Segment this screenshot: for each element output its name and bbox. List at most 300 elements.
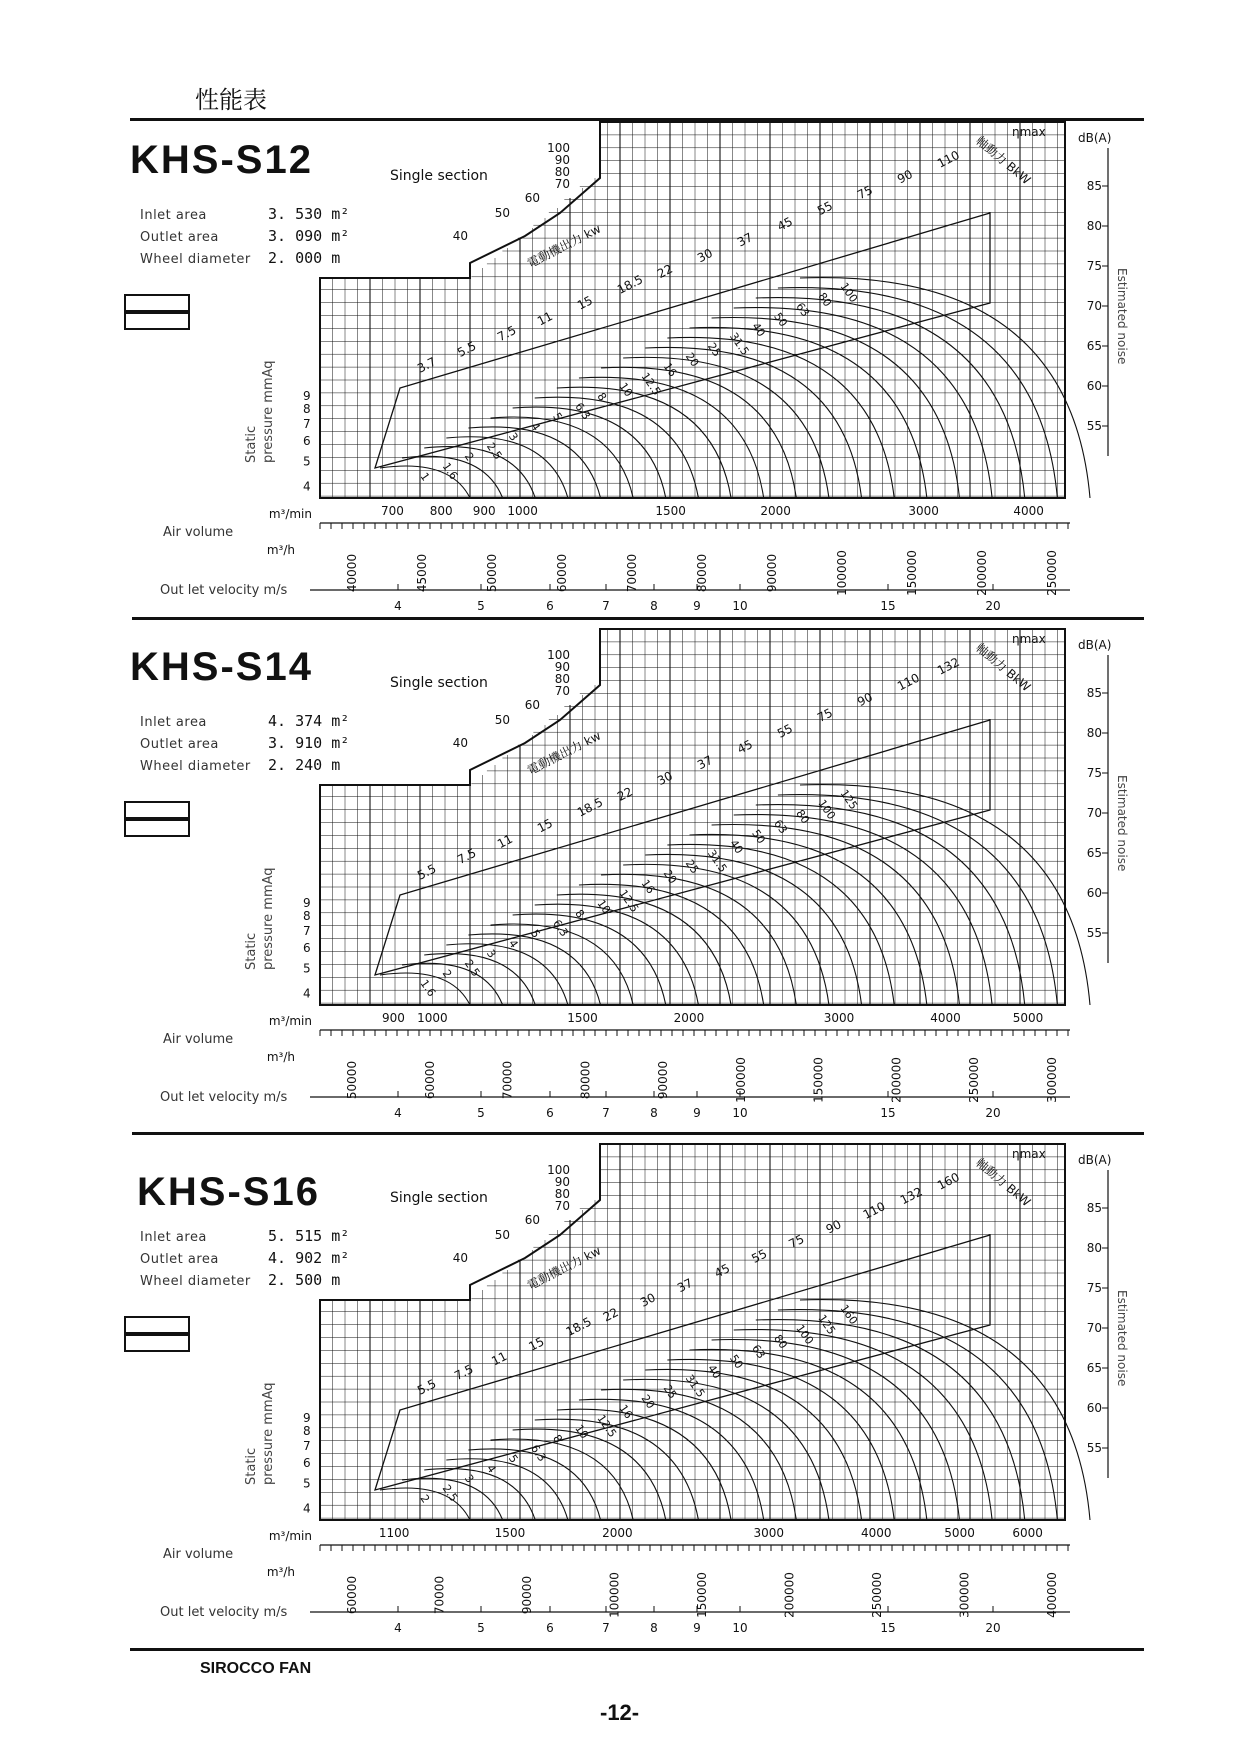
velocity-tick-label: 10: [732, 1621, 748, 1635]
velocity-tick-label: 10: [732, 599, 748, 613]
db-tick-label: 60: [1086, 886, 1102, 900]
db-tick-label: 65: [1086, 846, 1102, 860]
shaft-kw-label: 2.5: [439, 1482, 461, 1505]
y-axis-label-static: Static: [244, 425, 259, 463]
chart-grid: [320, 122, 1065, 498]
shaft-kw-title: 軸動力 BkW: [973, 640, 1034, 695]
m3h-tick-label: 70000: [500, 1060, 515, 1100]
motor-kw-tick: 18.5: [615, 272, 646, 297]
x-tick-label: 6000: [1012, 1526, 1043, 1540]
wheel-diameter-value: 2. 000 m: [268, 249, 341, 267]
y-tick-label: 40: [452, 229, 468, 243]
outlet-area-value: 3. 090 m²: [268, 227, 350, 245]
x-tick-label: 900: [381, 1011, 405, 1025]
db-tick-label: 70: [1086, 806, 1102, 820]
bottom-rule: [130, 1648, 1144, 1651]
shaft-kw-label: 100: [793, 1322, 817, 1347]
single-section-label: Single section: [390, 1190, 488, 1206]
shaft-kw-label: 40: [749, 320, 768, 340]
shaft-kw-label: 125: [837, 787, 861, 812]
shaft-kw-label: 4: [528, 420, 543, 434]
m3h-tick-label: 250000: [1045, 550, 1059, 596]
m3h-tick-label: 90000: [765, 553, 779, 593]
shaft-kw-label: 2: [417, 1492, 433, 1506]
motor-kw-tick: 7.5: [455, 845, 479, 867]
x-tick-label: 5000: [1012, 1011, 1044, 1025]
m3h-tick-label: 90000: [656, 1060, 671, 1100]
inlet-area-label: Inlet area: [140, 715, 207, 730]
shaft-kw-label: 8: [572, 907, 587, 921]
velocity-tick-label: 7: [602, 1621, 610, 1635]
m3h-tick-label: 200000: [889, 1057, 904, 1103]
velocity-tick-label: 4: [394, 1621, 402, 1635]
shaft-kw-label: 31.5: [727, 330, 752, 358]
y-tick-label: 40: [452, 1251, 468, 1265]
shaft-kw-label: 2.5: [461, 957, 483, 980]
x-tick-label: 1000: [507, 504, 538, 518]
x-tick-label: 800: [429, 504, 453, 518]
model-title: KHS-S16: [137, 1170, 320, 1214]
db-tick-label: 55: [1086, 419, 1102, 433]
shaft-kw-label: 3: [461, 1472, 477, 1486]
y-axis-label-pressure: pressure mmAq: [261, 1382, 276, 1485]
x-tick-label: 1100: [378, 1526, 410, 1540]
y-tick-label: 8: [303, 909, 311, 924]
x-tick-label: 3000: [753, 1526, 785, 1540]
velocity-tick-label: 8: [650, 1621, 658, 1635]
motor-kw-tick: 5.5: [455, 338, 479, 360]
shaft-kw-title: 軸動力 BkW: [973, 133, 1034, 188]
outlet-area-label: Outlet area: [140, 737, 219, 752]
motor-kw-tick: 160: [935, 1169, 962, 1193]
m3h-tick-label: 100000: [607, 1572, 622, 1618]
shaft-kw-label: 20: [682, 350, 702, 370]
model-title: KHS-S14: [130, 645, 313, 689]
shaft-kw-label: 25: [660, 1382, 680, 1402]
x-tick-label: 3000: [908, 504, 939, 518]
shaft-kw-label: 50: [771, 310, 790, 330]
motor-kw-tick: 55: [815, 198, 835, 218]
motor-kw-tick: 37: [695, 752, 715, 773]
shaft-power-curves: [380, 1300, 1090, 1520]
shaft-kw-label: 1.6: [417, 977, 439, 1000]
shaft-kw-label: 8: [594, 390, 610, 404]
shaft-kw-label: 31.5: [704, 847, 730, 875]
db-tick-label: 55: [1086, 1441, 1102, 1455]
x-unit-h: m³/h: [266, 1050, 295, 1064]
motor-kw-tick: 22: [615, 784, 635, 804]
y-tick-label: 9: [303, 389, 311, 404]
inlet-area-label: Inlet area: [140, 208, 207, 223]
performance-chart: [0, 118, 1240, 618]
motor-kw-tick: 90: [855, 689, 875, 710]
m3h-tick-label: 60000: [555, 553, 569, 593]
y-axis-label-pressure: pressure mmAq: [261, 867, 276, 970]
motor-kw-tick: 11: [535, 308, 555, 329]
x-tick-label: 4000: [860, 1526, 892, 1540]
shaft-kw-label: 63: [793, 300, 813, 320]
page-header: 性能表: [195, 86, 267, 114]
x-tick-label: 5000: [944, 1526, 975, 1540]
shaft-kw-label: 63: [771, 817, 790, 837]
y-tick-label: 80: [554, 165, 570, 179]
shaft-kw-label: 125: [815, 1312, 839, 1337]
motor-kw-tick: 22: [600, 1305, 621, 1325]
shaft-kw-label: 50: [727, 1352, 746, 1372]
y-tick-label: 7: [303, 1438, 311, 1453]
eta-max-label: ηmax: [1012, 632, 1046, 646]
y-tick-label: 9: [303, 896, 311, 911]
velocity-tick-label: 6: [546, 1106, 554, 1120]
velocity-tick-label: 5: [477, 599, 485, 613]
motor-kw-tick: 90: [895, 167, 915, 187]
shaft-power-curves: [380, 278, 1090, 498]
motor-kw-tick: 55: [775, 721, 795, 741]
y-tick-label: 80: [554, 1187, 570, 1201]
chart-frame: [320, 122, 1065, 498]
y-tick-label: 80: [554, 672, 570, 686]
estimated-noise-label: Estimated noise: [1115, 775, 1129, 872]
motor-kw-tick: 45: [735, 737, 755, 757]
shaft-kw-label: 1: [417, 470, 433, 484]
m3h-tick-label: 150000: [811, 1057, 826, 1103]
y-tick-label: 100: [547, 648, 570, 662]
shaft-kw-label: 100: [815, 797, 839, 822]
inlet-area-label: Inlet area: [140, 1230, 207, 1245]
m3h-tick-label: 300000: [957, 1572, 972, 1618]
velocity-tick-label: 6: [546, 599, 554, 613]
y-tick-label: 6: [303, 1456, 311, 1471]
chart-section-khs-s14: [0, 625, 1240, 1125]
y-tick-label: 90: [554, 660, 570, 674]
motor-kw-tick: 75: [815, 705, 835, 725]
m3h-tick-label: 80000: [695, 553, 709, 593]
db-axis-title: dB(A): [1078, 131, 1112, 145]
shaft-power-curve: [734, 815, 992, 1005]
x-unit-h: m³/h: [266, 1565, 295, 1579]
single-section-label: Single section: [390, 168, 488, 184]
velocity-tick-label: 5: [477, 1106, 485, 1120]
motor-kw-label: 電動機出力 kw: [525, 1243, 604, 1293]
y-tick-label: 60: [524, 191, 540, 205]
motor-kw-tick: 30: [655, 768, 675, 789]
m3h-tick-label: 400000: [1045, 1572, 1059, 1618]
motor-kw-tick: 90: [823, 1217, 844, 1237]
shaft-kw-label: 6.3: [528, 1442, 549, 1465]
y-tick-label: 7: [303, 923, 311, 938]
motor-kw-tick: 15: [526, 1334, 547, 1354]
page-footer: SIROCCO FAN: [200, 1660, 312, 1677]
page-number: -12-: [600, 1700, 640, 1725]
shaft-kw-label: 6.3: [572, 400, 593, 423]
motor-kw-tick: 18.5: [563, 1314, 594, 1340]
shaft-kw-label: 4: [483, 1462, 499, 1476]
x-unit-min: m³/min: [268, 507, 312, 521]
inlet-area-value: 5. 515 m²: [268, 1227, 350, 1245]
shaft-kw-label: 2: [461, 450, 477, 464]
outlet-area-value: 3. 910 m²: [268, 734, 350, 752]
velocity-tick-label: 20: [985, 1106, 1001, 1120]
shaft-kw-label: 25: [682, 857, 702, 877]
y-tick-label: 70: [554, 177, 570, 191]
m3h-tick-label: 40000: [345, 553, 359, 593]
motor-kw-tick: 75: [855, 182, 875, 203]
m3h-tick-label: 250000: [870, 1572, 884, 1618]
y-tick-label: 40: [452, 736, 468, 750]
outlet-area-value: 4. 902 m²: [268, 1249, 350, 1267]
y-tick-label: 60: [524, 1213, 540, 1227]
y-tick-label: 90: [554, 1175, 570, 1189]
motor-kw-tick: 132: [897, 1184, 925, 1208]
shaft-kw-label: 12.5: [616, 887, 642, 915]
performance-chart: [0, 1140, 1240, 1640]
motor-kw-tick: 18.5: [575, 794, 606, 820]
wheel-diameter-value: 2. 500 m: [268, 1271, 341, 1289]
motor-kw-tick: 30: [695, 245, 715, 266]
motor-kw-tick: 5.5: [415, 1376, 439, 1398]
x-tick-label: 2000: [602, 1526, 633, 1540]
chart-section-khs-s16: [0, 1140, 1240, 1640]
x-tick-label: 2000: [760, 504, 791, 518]
x-tick-label: 1500: [494, 1526, 526, 1540]
db-tick-label: 75: [1086, 1281, 1102, 1295]
shaft-kw-label: 50: [749, 827, 768, 847]
motor-kw-tick: 3.7: [415, 354, 439, 376]
motor-kw-tick: 11: [495, 831, 515, 852]
shaft-kw-label: 100: [837, 280, 861, 305]
shaft-kw-label: 16: [616, 1402, 636, 1422]
y-tick-label: 5: [303, 454, 311, 469]
db-tick-label: 80: [1086, 1241, 1102, 1255]
velocity-tick-label: 4: [394, 1106, 402, 1120]
m3h-tick-label: 50000: [345, 1060, 359, 1100]
x-tick-label: 2000: [673, 1011, 705, 1025]
eta-max-label: ηmax: [1012, 1147, 1046, 1161]
y-tick-label: 7: [303, 416, 311, 431]
m3h-tick-label: 60000: [422, 1060, 437, 1100]
velocity-label: Out let velocity m/s: [160, 1090, 288, 1105]
m3h-tick-label: 200000: [975, 550, 989, 596]
db-tick-label: 75: [1086, 259, 1102, 273]
y-tick-label: 9: [303, 1411, 311, 1426]
y-tick-label: 8: [303, 1424, 311, 1439]
y-tick-label: 90: [554, 153, 570, 167]
db-axis-title: dB(A): [1078, 638, 1112, 652]
section-divider: [132, 1132, 1144, 1135]
motor-kw-label: 電動機出力 kw: [525, 221, 604, 271]
shaft-kw-label: 80: [815, 290, 835, 310]
velocity-tick-label: 20: [985, 1621, 1001, 1635]
shaft-kw-title: 軸動力 BkW: [973, 1155, 1034, 1210]
m3h-tick-label: 100000: [835, 550, 849, 596]
x-unit-min: m³/min: [268, 1014, 312, 1028]
db-tick-label: 65: [1086, 1361, 1102, 1375]
x-tick-label: 900: [472, 504, 496, 518]
motor-kw-tick: 7.5: [495, 322, 519, 345]
velocity-tick-label: 5: [477, 1621, 485, 1635]
shaft-kw-label: 20: [660, 867, 680, 887]
chart-grid: [320, 629, 1065, 1005]
air-volume-label: Air volume: [163, 1032, 234, 1047]
shaft-kw-label: 3: [505, 430, 521, 444]
velocity-label: Out let velocity m/s: [160, 1605, 288, 1620]
shaft-kw-label: 16: [638, 877, 658, 897]
section-divider: [132, 617, 1144, 620]
outlet-area-label: Outlet area: [140, 230, 219, 245]
chart-frame: [320, 1144, 1065, 1520]
motor-kw-tick: 7.5: [452, 1361, 476, 1384]
shaft-power-curve: [734, 308, 992, 498]
wheel-diameter-label: Wheel diameter: [140, 759, 251, 774]
shaft-kw-label: 5: [528, 927, 543, 941]
eta-max-label: ηmax: [1012, 125, 1046, 139]
m3h-tick-label: 150000: [905, 550, 919, 596]
velocity-tick-label: 9: [693, 1106, 701, 1120]
x-tick-label: 3000: [823, 1011, 855, 1025]
velocity-tick-label: 8: [650, 1106, 658, 1120]
velocity-tick-label: 15: [880, 1106, 896, 1120]
shaft-kw-label: 40: [727, 837, 746, 857]
velocity-tick-label: 9: [693, 1621, 701, 1635]
motor-kw-tick: 15: [575, 293, 595, 313]
y-tick-label: 100: [547, 141, 570, 155]
db-tick-label: 60: [1086, 379, 1102, 393]
velocity-tick-label: 4: [394, 599, 402, 613]
velocity-label: Out let velocity m/s: [160, 583, 288, 598]
velocity-tick-label: 7: [602, 1106, 610, 1120]
x-tick-label: 1500: [567, 1011, 598, 1025]
velocity-tick-label: 8: [650, 599, 658, 613]
estimated-noise-label: Estimated noise: [1115, 268, 1129, 365]
velocity-tick-label: 6: [546, 1621, 554, 1635]
y-axis-label-static: Static: [244, 932, 259, 970]
db-tick-label: 70: [1086, 1321, 1102, 1335]
db-tick-label: 70: [1086, 299, 1102, 313]
shaft-kw-label: 8: [550, 1432, 565, 1446]
x-unit-min: m³/min: [268, 1529, 312, 1543]
y-tick-label: 70: [554, 1199, 570, 1213]
shaft-kw-label: 10: [572, 1422, 591, 1442]
shaft-kw-label: 63: [749, 1342, 768, 1362]
y-tick-label: 50: [494, 206, 510, 220]
motor-kw-tick: 132: [935, 654, 962, 678]
velocity-tick-label: 20: [985, 599, 1001, 613]
m3h-tick-label: 200000: [782, 1572, 797, 1618]
y-tick-label: 50: [494, 713, 510, 727]
y-tick-label: 70: [554, 684, 570, 698]
db-tick-label: 85: [1086, 179, 1102, 193]
inlet-area-value: 3. 530 m²: [268, 205, 350, 223]
x-tick-label: 4000: [930, 1011, 961, 1025]
motor-kw-tick: 22: [655, 261, 675, 282]
x-tick-label: 1500: [655, 504, 686, 518]
m3h-tick-label: 45000: [415, 553, 429, 593]
shaft-kw-label: 3: [483, 947, 499, 961]
shaft-power-curve: [734, 1330, 992, 1520]
velocity-tick-label: 7: [602, 599, 610, 613]
shaft-kw-label: 1.6: [439, 460, 461, 483]
shaft-kw-label: 10: [616, 380, 636, 400]
shaft-kw-label: 16: [660, 360, 680, 380]
air-volume-label: Air volume: [163, 1547, 234, 1562]
shaft-kw-label: 25: [704, 340, 724, 360]
chart-grid: [320, 1144, 1065, 1520]
shaft-kw-label: 5: [550, 410, 565, 424]
x-tick-label: 700: [380, 504, 404, 518]
m3h-tick-label: 50000: [485, 553, 499, 593]
y-tick-label: 100: [547, 1163, 570, 1177]
x-tick-label: 4000: [1013, 504, 1044, 518]
shaft-kw-label: 4: [505, 937, 521, 951]
shaft-kw-label: 20: [638, 1392, 658, 1412]
db-tick-label: 85: [1086, 686, 1102, 700]
motor-kw-tick: 30: [637, 1290, 658, 1310]
shaft-power-curves: [380, 785, 1090, 1005]
velocity-tick-label: 9: [693, 599, 701, 613]
x-tick-label: 1000: [417, 1011, 448, 1025]
m3h-tick-label: 150000: [695, 1572, 709, 1618]
motor-kw-tick: 45: [712, 1261, 733, 1281]
performance-chart: [0, 625, 1240, 1125]
y-tick-label: 5: [303, 961, 311, 976]
wheel-diameter-label: Wheel diameter: [140, 1274, 251, 1289]
db-tick-label: 55: [1086, 926, 1102, 940]
model-title: KHS-S12: [130, 138, 313, 182]
m3h-tick-label: 90000: [520, 1575, 534, 1615]
shaft-kw-label: 31.5: [682, 1372, 708, 1400]
chart-section-khs-s12: [0, 118, 1240, 618]
shaft-kw-label: 2: [439, 967, 455, 981]
shaft-kw-label: 6.3: [550, 917, 571, 940]
wheel-diameter-label: Wheel diameter: [140, 252, 251, 267]
shaft-kw-label: 160: [837, 1302, 861, 1327]
shaft-kw-label: 80: [771, 1332, 790, 1352]
shaft-kw-label: 5: [505, 1452, 521, 1466]
wheel-diameter-value: 2. 240 m: [268, 756, 341, 774]
motor-kw-tick: 37: [735, 230, 755, 250]
db-tick-label: 80: [1086, 219, 1102, 233]
motor-kw-tick: 11: [489, 1348, 510, 1369]
motor-kw-tick: 37: [675, 1275, 695, 1296]
db-tick-label: 75: [1086, 766, 1102, 780]
m3h-tick-label: 100000: [733, 1057, 748, 1103]
y-axis-label-pressure: pressure mmAq: [261, 360, 276, 463]
shaft-kw-label: 10: [594, 897, 614, 917]
motor-kw-tick: 110: [895, 670, 922, 694]
velocity-tick-label: 10: [732, 1106, 748, 1120]
m3h-tick-label: 80000: [578, 1060, 593, 1100]
y-tick-label: 5: [303, 1476, 311, 1491]
x-unit-h: m³/h: [266, 543, 295, 557]
db-tick-label: 80: [1086, 726, 1102, 740]
shaft-kw-label: 2.5: [483, 440, 505, 463]
y-axis-label-static: Static: [244, 1447, 259, 1485]
motor-kw-tick: 75: [786, 1231, 807, 1252]
estimated-noise-label: Estimated noise: [1115, 1290, 1129, 1387]
m3h-tick-label: 300000: [1045, 1057, 1059, 1103]
db-tick-label: 85: [1086, 1201, 1102, 1215]
shaft-kw-label: 40: [704, 1362, 724, 1382]
y-tick-label: 50: [494, 1228, 510, 1242]
chart-frame: [320, 629, 1065, 1005]
m3h-tick-label: 70000: [432, 1575, 447, 1615]
velocity-tick-label: 15: [880, 1621, 896, 1635]
y-tick-label: 6: [303, 941, 311, 956]
y-tick-label: 6: [303, 434, 311, 449]
shaft-kw-label: 12.5: [594, 1412, 620, 1440]
single-section-label: Single section: [390, 675, 488, 691]
db-axis-title: dB(A): [1078, 1153, 1112, 1167]
